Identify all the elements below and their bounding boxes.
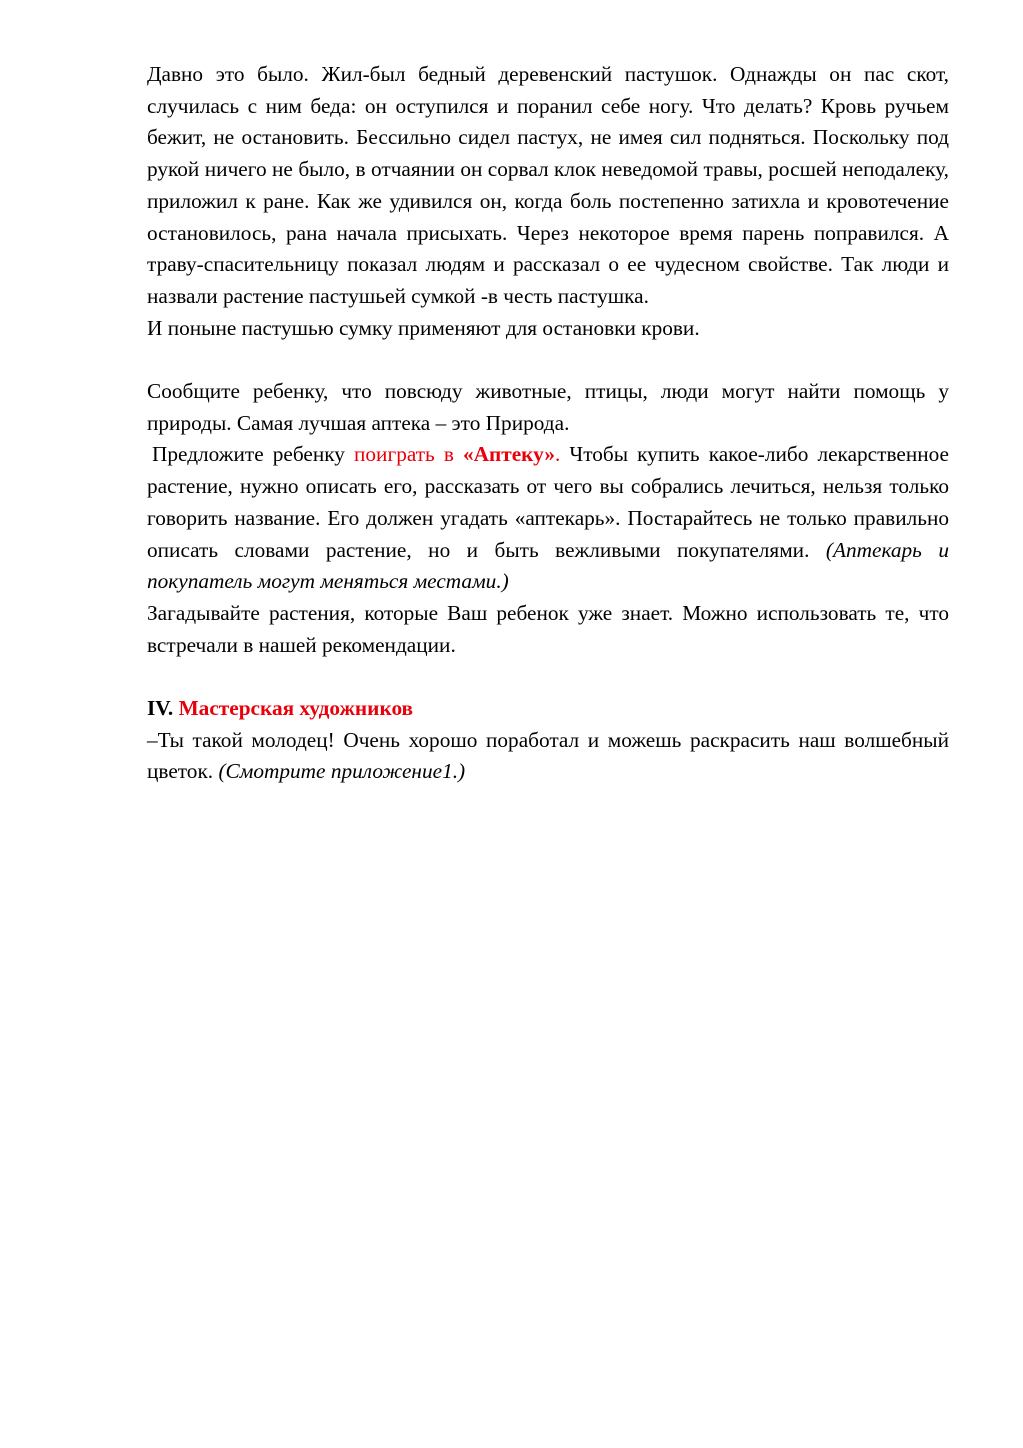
document-page: [147, 59, 949, 788]
game-description: Чтобы купить какое-либо лекарственное растение, нужно описать его, рассказать от чего вы собрались лечиться, нельзя только говорить название. Его должен угадать «аптекарь». Постарайтесь не только правильно описать словами растение, но и быть вежливыми покупателями.: [147, 442, 949, 562]
plants-paragraph: Загадывайте растения, которые Ваш ребенок уже знает. Можно использовать те, что встречали в нашей рекомендации.: [147, 600, 949, 657]
blank-line: [147, 344, 949, 376]
section-title: Мастерская художников: [178, 696, 414, 721]
section-paragraph: [147, 725, 949, 788]
game-red-dot: .: [554, 442, 561, 467]
blank-line: [147, 661, 949, 693]
game-note: (Аптекарь и покупатель могут меняться местами.): [147, 537, 949, 594]
game-name: «Аптеку»: [462, 442, 555, 467]
section-note: (Смотрите приложение1.): [218, 759, 466, 784]
section-heading: [147, 693, 949, 725]
game-red-text: поиграть в: [354, 442, 463, 467]
story-conclusion: И поныне пастушью сумку применяют для остановки крови.: [147, 315, 700, 340]
section-text: –Ты такой молодец! Очень хорошо поработал и можешь раскрасить наш волшебный цветок.: [147, 727, 949, 784]
game-paragraph: [147, 439, 949, 598]
story-paragraph: Давно это было. Жил-был бедный деревенский пастушок. Однажды он пас скот, случилась с ним беда: он оступился и поранил себе ногу. Что делать? Кровь ручьем бежит, не остановить. Бессильно сидел пастух, не имея сил подняться. Поскольку под рукой ничего не было, в отчаянии он сорвал клок неведомой травы, росшей неподалеку, приложил к ране. Как же удивился он, когда боль постепенно затихла и кровотечение остановилось, рана начала присыхать. Через некоторое время парень поправился. А траву-спасительницу показал людям и рассказал о ее чудесном свойстве. Так люди и назвали растение пастушьей сумкой -в честь пастушка.: [147, 62, 949, 308]
advice-paragraph: Сообщите ребенку, что повсюду животные, птицы, люди могут найти помощь у природы. Самая лучшая аптека – это Природа.: [147, 379, 949, 435]
game-lead: Предложите ребенку: [152, 442, 355, 467]
section-number: IV.: [147, 696, 174, 721]
